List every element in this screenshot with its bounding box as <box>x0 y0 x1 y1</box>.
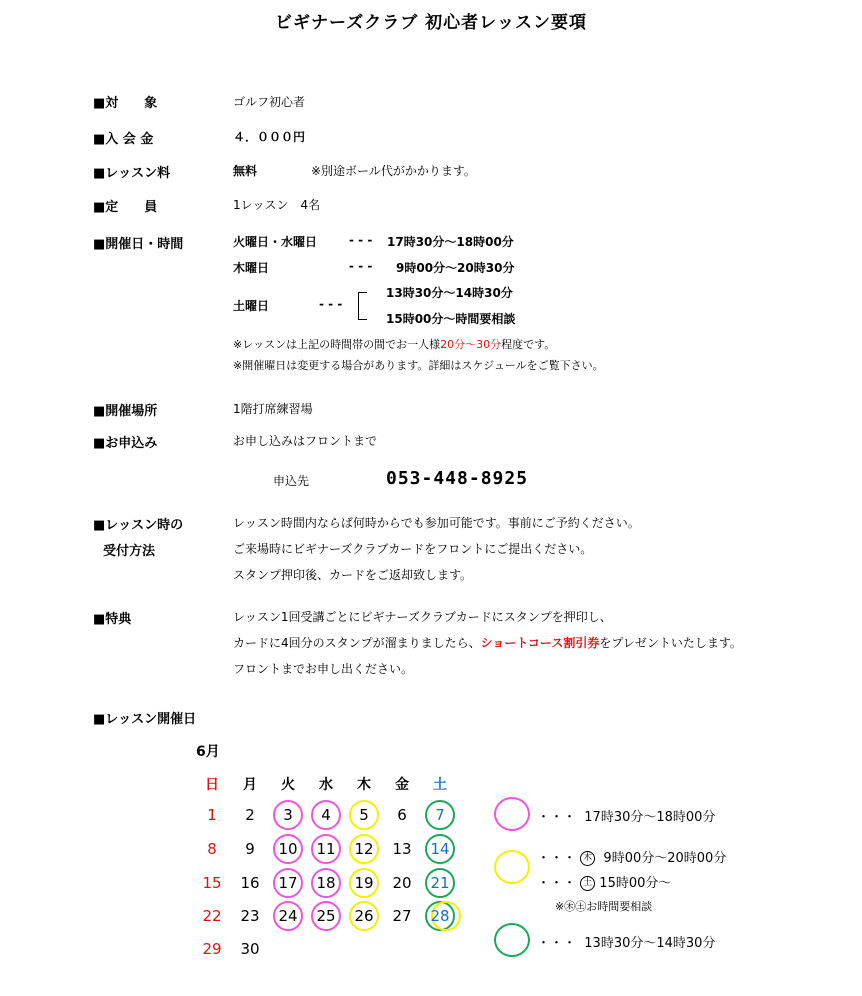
sat-dots: - - - <box>319 297 343 311</box>
contact-label: 申込先 <box>273 474 310 488</box>
thu-time: 9時00分～20時30分 <box>396 261 515 275</box>
weekday-header: 日 <box>205 777 219 793</box>
schedule-label: ■開催日・時間 <box>93 237 184 252</box>
legend-yellow-text-2: ・・・ 土 15時00分～ <box>537 876 672 891</box>
calendar-day: 20 <box>392 874 412 892</box>
calendar-day: 11 <box>316 840 336 858</box>
weekday-header: 木 <box>357 777 371 793</box>
legend-pink-text: ・・・ 17時30分～18時00分 <box>537 810 716 825</box>
apply-value: お申し込みはフロントまで <box>233 434 378 448</box>
legend-yellow-text-1: ・・・ 木 9時00分～20時00分 <box>537 851 727 866</box>
weekday-header: 月 <box>243 777 257 793</box>
weekday-header: 金 <box>395 777 409 793</box>
calendar-day: 4 <box>321 806 331 824</box>
tue-wed-time: 17時30分～18時00分 <box>387 235 514 249</box>
lesson-days-label: ■レッスン開催日 <box>93 712 197 727</box>
calendar-day: 5 <box>359 806 369 824</box>
weekday-header: 土 <box>433 777 447 793</box>
calendar-day: 15 <box>202 874 222 892</box>
tue-wed-dots: - - - <box>349 233 373 247</box>
calendar-day: 24 <box>278 907 298 925</box>
entry-fee-label: ■入 会 金 <box>93 132 154 147</box>
calendar-day: 28 <box>430 907 450 925</box>
calendar-day: 17 <box>278 874 298 892</box>
calendar-day: 16 <box>240 874 260 892</box>
legend-yellow-note: ※㊍㊏お時間要相談 <box>555 900 653 913</box>
calendar-day: 6 <box>397 806 407 824</box>
calendar-day: 26 <box>354 907 374 925</box>
capacity-value: 1レッスン 4名 <box>233 198 321 212</box>
calendar-day: 1 <box>207 806 217 824</box>
calendar-day: 22 <box>202 907 222 925</box>
calendar-day: 9 <box>245 840 255 858</box>
sat-time-2: 15時00分～時間要相談 <box>386 312 516 326</box>
apply-label: ■お申込み <box>93 436 158 451</box>
thu-circle-icon: 木 <box>580 851 595 866</box>
reception-line-3: スタンプ押印後、カードをご返却致します。 <box>233 568 473 582</box>
phone-number: 053-448-8925 <box>386 468 529 489</box>
calendar-day: 19 <box>354 874 374 892</box>
venue-value: 1階打席練習場 <box>233 402 313 416</box>
legend-pink-ring <box>494 797 530 831</box>
calendar-day: 30 <box>240 940 260 958</box>
entry-fee-value: ４．０００円 <box>233 130 306 144</box>
calendar-day: 29 <box>202 940 222 958</box>
benefit-line-2: カードに4回分のスタンプが溜まりましたら、ショートコース割引券をプレゼントいたします。 <box>233 636 742 650</box>
calendar-day: 21 <box>430 874 450 892</box>
legend-yellow-ring <box>494 850 530 884</box>
sat-time-1: 13時30分～14時30分 <box>386 286 513 300</box>
benefit-label: ■特典 <box>93 612 132 627</box>
sat-circle-icon: 土 <box>580 876 595 891</box>
calendar-day: 12 <box>354 840 374 858</box>
schedule-note-1: ※レッスンは上記の時間帯の間でお一人様20分～30分程度です。 <box>233 338 556 351</box>
capacity-label: ■定 員 <box>93 200 158 215</box>
calendar-day: 3 <box>283 806 293 824</box>
calendar-day: 7 <box>435 806 445 824</box>
sat-bracket <box>358 292 367 320</box>
calendar-month: 6月 <box>196 744 220 760</box>
lesson-fee-value: 無料 <box>233 164 258 178</box>
lesson-fee-note: ※別途ボール代がかかります。 <box>311 164 476 178</box>
calendar-day: 13 <box>392 840 412 858</box>
page-title: ビギナーズクラブ 初心者レッスン要項 <box>275 13 587 33</box>
reception-line-1: レッスン時間内ならば何時からでも参加可能です。事前にご予約ください。 <box>233 516 640 530</box>
sat-day: 土曜日 <box>233 299 270 313</box>
reception-label-2: 受付方法 <box>103 544 156 559</box>
benefit-line-1: レッスン1回受講ごとにビギナーズクラブカードにスタンプを押印し、 <box>233 610 612 624</box>
weekday-header: 水 <box>319 777 333 793</box>
target-label: ■対 象 <box>93 96 158 111</box>
calendar-day: 8 <box>207 840 217 858</box>
calendar-day: 18 <box>316 874 336 892</box>
legend-green-text: ・・・ 13時30分～14時30分 <box>537 936 716 951</box>
target-value: ゴルフ初心者 <box>233 95 306 109</box>
calendar-day: 2 <box>245 806 255 824</box>
benefit-line-3: フロントまでお申し出ください。 <box>233 662 414 676</box>
thu-day: 木曜日 <box>233 261 270 275</box>
venue-label: ■開催場所 <box>93 404 158 419</box>
thu-dots: - - - <box>349 259 373 273</box>
schedule-note-2: ※開催曜日は変更する場合があります。詳細はスケジュールをご覧下さい。 <box>233 359 604 372</box>
calendar-day: 25 <box>316 907 336 925</box>
calendar-day: 27 <box>392 907 412 925</box>
reception-line-2: ご来場時にビギナーズクラブカードをフロントにご提出ください。 <box>233 542 593 556</box>
calendar-day: 10 <box>278 840 298 858</box>
reception-label-1: ■レッスン時の <box>93 518 184 533</box>
calendar-day: 23 <box>240 907 260 925</box>
tue-wed-day: 火曜日・水曜日 <box>233 235 318 249</box>
calendar-day: 14 <box>430 840 450 858</box>
legend-green-ring <box>494 923 530 957</box>
weekday-header: 火 <box>281 777 295 793</box>
lesson-fee-label: ■レッスン料 <box>93 166 171 181</box>
